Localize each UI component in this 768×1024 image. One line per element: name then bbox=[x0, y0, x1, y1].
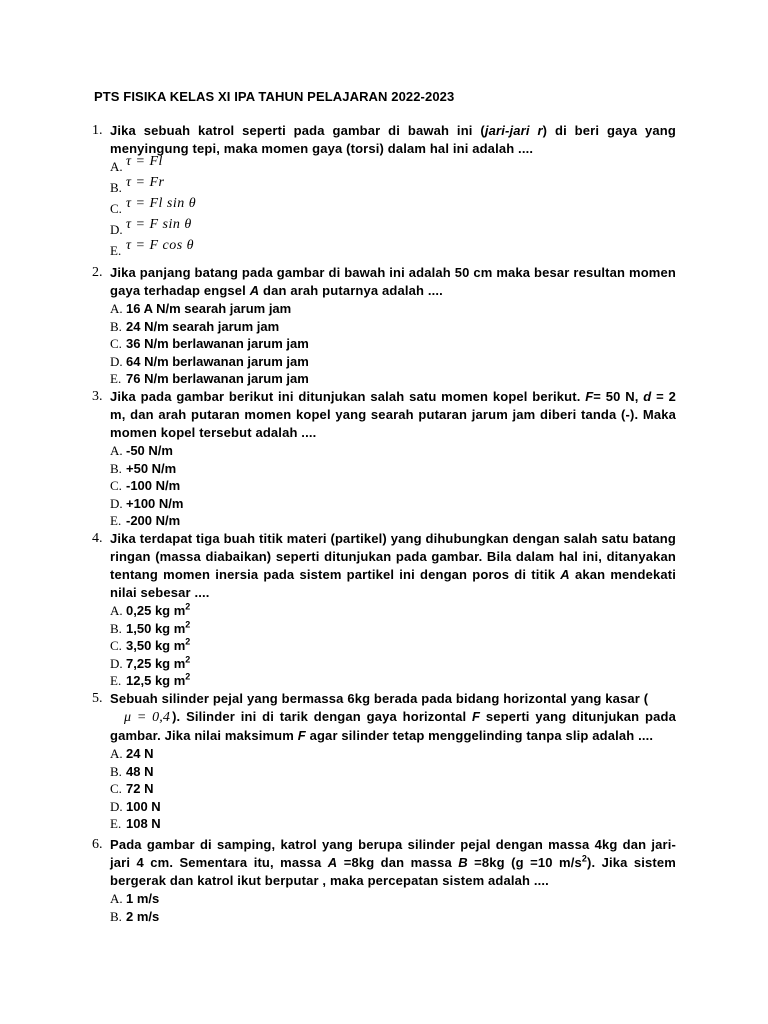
option-d[interactable]: D. 64 N/m berlawanan jarum jam bbox=[110, 353, 309, 369]
question-number: 1. bbox=[92, 123, 103, 138]
question-text: Jika sebuah katrol seperti pada gambar di bawah ini (jari-jari r) di beri gaya yang menyingung tepi, maka momen gaya (torsi) dalam hal ini adalah .... bbox=[110, 123, 676, 156]
option-b[interactable]: B. 48 N bbox=[110, 763, 154, 779]
option-c[interactable]: C. 72 N bbox=[110, 781, 154, 797]
question-list bbox=[94, 122, 676, 925]
option-e[interactable]: E. 12,5 kg $m^2$ bbox=[110, 672, 191, 689]
question-text: Pada gambar di samping, katrol yang berupa silinder pejal dengan massa 4kg dan jari-jari 4 cm. Sementara itu, massa A =8kg dan massa B =8kg (g =10 $m/s^2$). Jika sistem bergerak dan katrol ikut berputar , maka percepatan sistem adalah .... bbox=[110, 837, 676, 888]
formula: τ = F sin θ bbox=[126, 217, 192, 232]
option-a[interactable]: A. τ = Fl bbox=[110, 154, 163, 174]
option-e[interactable]: E. 108 N bbox=[110, 816, 161, 832]
option-a[interactable]: A. 1 m/s bbox=[110, 891, 160, 906]
question-number: 6. bbox=[92, 837, 103, 852]
option-c[interactable]: C. 3,50 kg $m^2$ bbox=[110, 636, 191, 654]
question-number: 4. bbox=[92, 531, 103, 546]
option-e[interactable]: E. -200 N/m bbox=[110, 513, 181, 529]
option-list bbox=[110, 442, 676, 530]
option-d[interactable]: D. +100 N/m bbox=[110, 495, 184, 511]
question-number: 2. bbox=[92, 265, 103, 280]
question-number: 3. bbox=[92, 389, 103, 404]
option-c[interactable]: C. τ = Fl sin θ bbox=[110, 196, 197, 216]
option-b[interactable]: B. 2 m/s bbox=[110, 908, 160, 924]
option-a[interactable]: A. 0,25 kg $m^2$ bbox=[110, 601, 191, 618]
question-5 bbox=[94, 690, 676, 836]
option-list bbox=[110, 890, 676, 925]
formula: τ = Fl bbox=[126, 154, 163, 169]
friction-coefficient: μ = 0,4 bbox=[124, 710, 171, 725]
option-list bbox=[110, 745, 676, 833]
formula: τ = Fr bbox=[126, 175, 165, 190]
option-e[interactable]: E. 76 N/m berlawanan jarum jam bbox=[110, 371, 309, 387]
option-b[interactable]: B. 1,50 kg $m^2$ bbox=[110, 619, 191, 636]
page-title: PTS FISIKA KELAS XI IPA TAHUN PELAJARAN 2022-2023 bbox=[94, 89, 455, 104]
question-3 bbox=[94, 388, 676, 530]
option-list bbox=[110, 300, 676, 388]
option-b[interactable]: B. 24 N/m searah jarum jam bbox=[110, 318, 280, 334]
question-4 bbox=[94, 530, 676, 690]
formula: τ = Fl sin θ bbox=[126, 196, 197, 211]
option-a[interactable]: A. -50 N/m bbox=[110, 443, 173, 458]
option-a[interactable]: A. 24 N bbox=[110, 746, 154, 761]
option-b[interactable]: B. τ = Fr bbox=[110, 175, 165, 195]
question-2 bbox=[94, 264, 676, 388]
option-d[interactable]: D. 100 N bbox=[110, 798, 161, 814]
question-text: Jika terdapat tiga buah titik materi (partikel) yang dihubungkan dengan salah satu batang ringan (massa diabaikan) seperti ditunjukan pada gambar. Bila dalam hal ini, ditanyakan tentang momen inersia pada sistem partikel ini dengan poros di titik A akan mendekati nilai sebesar .... bbox=[110, 531, 676, 600]
option-a[interactable]: A. 16 A N/m searah jarum jam bbox=[110, 301, 292, 316]
question-1 bbox=[94, 122, 676, 264]
option-list bbox=[110, 154, 676, 263]
question-text: Jika pada gambar berikut ini ditunjukan salah satu momen kopel berikut. F= 50 N, d = 2 m, dan arah putaran momen kopel yang searah putaran jarum jam diberi tanda (-). Maka momen kopel tersebut adalah .... bbox=[110, 389, 676, 440]
question-text: Sebuah silinder pejal yang bermassa 6kg berada pada bidang horizontal yang kasar ( μ = 0,4 ). Silinder ini di tarik dengan gaya horizontal F seperti yang ditunjukan pada gambar. Jika nilai maksimum F agar silinder tetap menggelinding tanpa slip adalah .... bbox=[110, 691, 676, 743]
option-d[interactable]: D. τ = F sin θ bbox=[110, 217, 192, 237]
option-c[interactable]: C. 36 N/m berlawanan jarum jam bbox=[110, 336, 309, 352]
option-d[interactable]: D. 7,25 kg $m^2$ bbox=[110, 654, 191, 671]
formula: τ = F cos θ bbox=[126, 238, 195, 253]
question-number: 5. bbox=[92, 691, 103, 706]
option-e[interactable]: E. τ = F cos θ bbox=[110, 238, 195, 258]
option-list bbox=[110, 602, 676, 690]
option-c[interactable]: C. -100 N/m bbox=[110, 478, 181, 494]
question-text: Jika panjang batang pada gambar di bawah ini adalah 50 cm maka besar resultan momen gaya terhadap engsel A dan arah putarnya adalah .... bbox=[110, 265, 676, 298]
option-b[interactable]: B. +50 N/m bbox=[110, 460, 177, 476]
question-6 bbox=[94, 836, 676, 925]
